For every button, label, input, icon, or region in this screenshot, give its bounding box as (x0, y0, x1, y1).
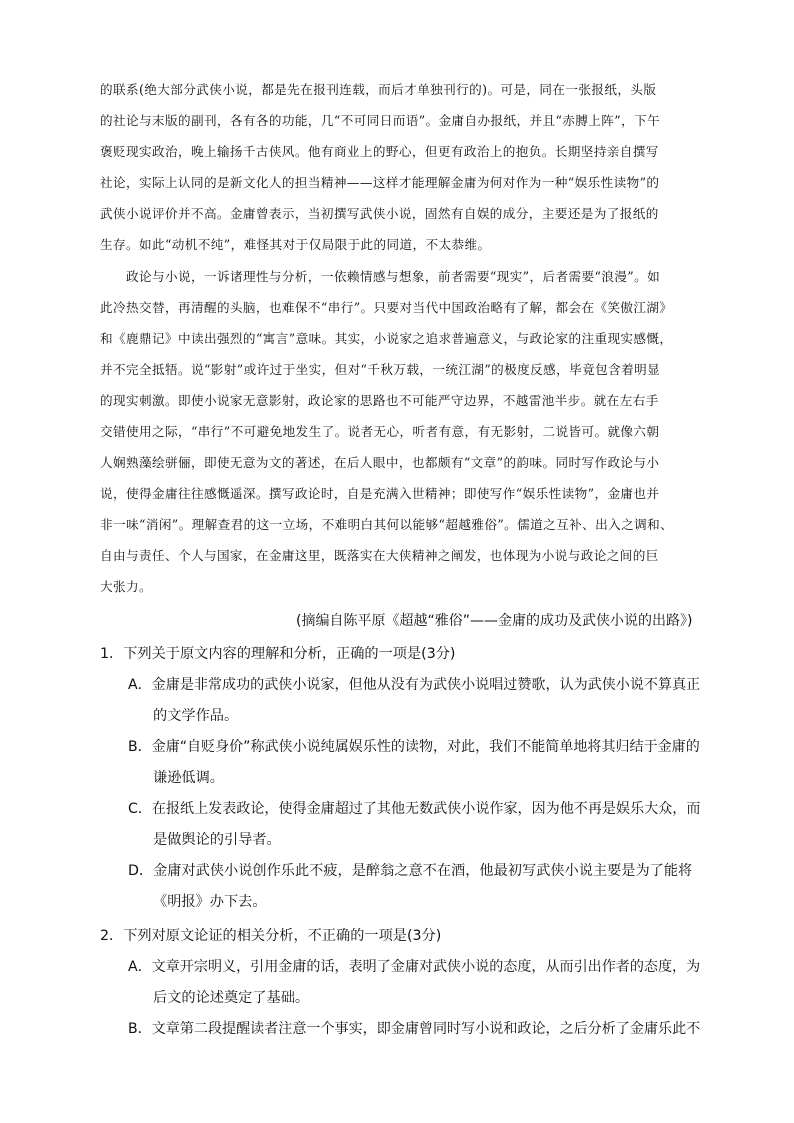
source-attribution: (摘编自陈平原《超越“雅俗”——金庸的成功及武侠小说的出路》) (296, 613, 693, 629)
passage-line: 人娴熟藻绘骈俪，即使无意为文的著述，在后人眼中，也都颇有“文章”的韵味。同时写作政论与小 (100, 455, 660, 470)
passage-line: 的联系(绝大部分武侠小说，都是先在报刊连载，而后才单独刊行的)。可是，同在一张报纸，头版 (100, 82, 657, 97)
passage-line: 生存。如此“动机不纯”，难怪其对于仅局限于此的同道，不太恭维。 (100, 237, 491, 252)
passage-line: 自由与责任、个人与国家，在金庸这里，既落实在大侠精神之阐发，也体现为小说与政论之间的巨 (100, 548, 659, 563)
question-1-option-a: A．金庸是非常成功的武侠小说家，但他从没有为武侠小说唱过赞歌，认为武侠小说不算真正 (128, 677, 701, 693)
passage-line: 的社论与末版的副刊，各有各的功能，几“不可同日而语”。金庸自办报纸，并且“赤膊上阵”，下午 (100, 113, 661, 128)
passage-line: 政论与小说，一诉诸理性与分析，一依赖情感与想象，前者需要“现实”，后者需要“浪漫”。如 (126, 269, 661, 284)
question-2-option-a-cont: 后文的论述奠定了基础。 (153, 990, 310, 1006)
passage-line: 此冷热交替，再清醒的头脑，也难保不“串行”。只要对当代中国政治略有了解，都会在《笑傲江湖》 (100, 300, 673, 315)
passage-line: 和《鹿鼎记》中读出强烈的“寓言”意味。其实，小说家之追求普遍意义，与政论家的注重现实感慨， (100, 331, 673, 346)
question-2-stem: 2．下列对原文论证的相关分析，不正确的一项是(3分) (100, 928, 442, 944)
question-2-option-b: B．文章第二段提醒读者注意一个事实，即金庸曾同时写小说和政论，之后分析了金庸乐此不 (128, 1021, 701, 1037)
question-1-option-d-cont: 《明报》办下去。 (153, 894, 267, 910)
question-1-option-b: B．金庸“自贬身价”称武侠小说纯属娱乐性的读物，对此，我们不能简单地将其归结于金庸的 (128, 739, 700, 755)
question-2-option-a: A．文章开宗明义，引用金庸的话，表明了金庸对武侠小说的态度，从而引出作者的态度，为 (128, 959, 701, 975)
passage-line: 的现实刺激。即使小说家无意影射，政论家的思路也不可能严守边界，不越雷池半步。就在左右手 (100, 393, 659, 408)
question-1-option-c-cont: 是做舆论的引导者。 (153, 832, 281, 848)
passage-line: 并不完全抵牾。说“影射”或许过于坐实，但对“千秋万载，一统江湖”的极度反感，毕竟包含着明显 (100, 362, 661, 377)
passage-line: 交错使用之际，“串行”不可避免地发生了。说者无心，听者有意，有无影射，二说皆可。就像六朝 (100, 424, 660, 439)
passage-line: 说，使得金庸往往感慨遥深。撰写政论时，自是充满入世精神；即使写作“娱乐性读物”，金庸也并 (100, 486, 660, 501)
question-1-option-d: D．金庸对武侠小说创作乐此不疲，是醉翁之意不在酒，他最初写武侠小说主要是为了能将 (128, 863, 693, 879)
question-1-option-a-cont: 的文学作品。 (153, 708, 239, 724)
passage-line: 褒贬现实政治，晚上输扬千古侠风。他有商业上的野心，但更有政治上的抱负。长期坚持亲自撰写 (100, 144, 659, 159)
passage-line: 社论，实际上认同的是新文化人的担当精神——这样才能理解金庸为何对作为一种“娱乐性读物”的 (100, 175, 660, 190)
passage-line: 武侠小说评价并不高。金庸曾表示，当初撰写武侠小说，固然有自娱的成分，主要还是为了报纸的 (100, 206, 659, 221)
passage-line: 大张力。 (100, 579, 152, 594)
question-1-option-b-cont: 谦逊低调。 (153, 770, 224, 786)
question-1-stem: 1．下列关于原文内容的理解和分析，正确的一项是(3分) (100, 646, 456, 662)
question-1-option-c: C．在报纸上发表政论，使得金庸超过了其他无数武侠小说作家，因为他不再是娱乐大众，而 (128, 801, 701, 817)
passage-line: 非一味“消闲”。理解查君的这一立场，不难明白其何以能够“超越雅俗”。儒道之互补、出入之调和、 (100, 517, 674, 532)
